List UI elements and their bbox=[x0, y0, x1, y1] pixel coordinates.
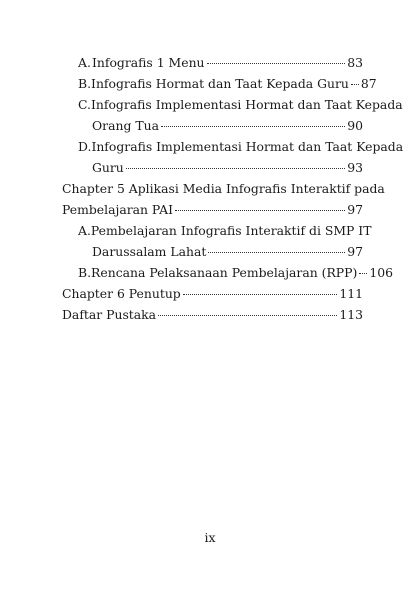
dot-leader bbox=[158, 315, 337, 316]
toc-entry-title: Infografis Implementasi Hormat dan Taat Kepada bbox=[91, 139, 404, 154]
dot-leader bbox=[161, 126, 345, 127]
toc-entry-page: 97 bbox=[347, 244, 363, 259]
dot-leader bbox=[183, 294, 338, 295]
toc-entry bbox=[62, 73, 377, 94]
toc-entry-continuation bbox=[62, 199, 363, 220]
toc-entry-letter: B. bbox=[78, 76, 92, 91]
toc-entry bbox=[62, 220, 372, 241]
toc-entry-page: 93 bbox=[347, 160, 363, 175]
toc-entry-page: 113 bbox=[339, 307, 363, 322]
toc-entry bbox=[62, 94, 403, 115]
toc-entry-title: Chapter 5 Aplikasi Media Infografis Interaktif pada bbox=[62, 181, 385, 196]
toc-chapter-entry bbox=[62, 304, 363, 325]
toc-entry-title-cont: Pembelajaran PAI bbox=[62, 202, 173, 217]
dot-leader bbox=[359, 273, 367, 274]
toc-chapter-entry bbox=[62, 178, 385, 199]
toc-entry-letter: B. bbox=[78, 265, 92, 280]
toc-entry-page: 106 bbox=[369, 265, 393, 280]
toc-entry-title-cont: Darussalam Lahat bbox=[92, 244, 207, 259]
dot-leader bbox=[175, 210, 345, 211]
dot-leader bbox=[208, 252, 345, 253]
dot-leader bbox=[207, 63, 346, 64]
table-of-contents bbox=[62, 52, 404, 325]
toc-entry-continuation bbox=[62, 157, 363, 178]
dot-leader bbox=[126, 168, 345, 169]
toc-entry-continuation bbox=[62, 241, 363, 262]
toc-entry-page: 111 bbox=[339, 286, 363, 301]
toc-entry-page: 90 bbox=[347, 118, 363, 133]
toc-entry-title-cont: Orang Tua bbox=[92, 118, 159, 133]
toc-entry-page: 97 bbox=[347, 202, 363, 217]
page-number: ix bbox=[204, 530, 216, 545]
toc-entry-continuation bbox=[62, 115, 363, 136]
toc-entry-title: Pembelajaran Infografis Interaktif di SMP IT bbox=[90, 223, 372, 238]
toc-entry-title: Infografis Hormat dan Taat Kepada Guru bbox=[91, 76, 349, 91]
toc-entry-page: 87 bbox=[360, 76, 377, 91]
dot-leader bbox=[351, 84, 359, 85]
toc-entry bbox=[62, 136, 404, 157]
toc-entry-title: Infografis Implementasi Hormat dan Taat Kepada bbox=[90, 97, 403, 112]
toc-entry bbox=[62, 52, 363, 73]
toc-entry-title: Chapter 6 Penutup bbox=[62, 286, 181, 301]
toc-entry-title: Infografis 1 Menu bbox=[92, 55, 205, 70]
toc-entry-letter: A. bbox=[78, 55, 91, 70]
toc-entry-title: Rencana Pelaksanaan Pembelajaran (RPP) bbox=[91, 265, 358, 280]
toc-entry bbox=[62, 262, 393, 283]
toc-entry-letter: A. bbox=[78, 223, 91, 238]
toc-entry-letter: D. bbox=[78, 139, 92, 154]
toc-entry-page: 83 bbox=[347, 55, 363, 70]
toc-chapter-entry bbox=[62, 283, 363, 304]
toc-entry-letter: C. bbox=[78, 97, 91, 112]
toc-entry-title-cont: Guru bbox=[92, 160, 124, 175]
toc-entry-title: Daftar Pustaka bbox=[62, 307, 157, 322]
